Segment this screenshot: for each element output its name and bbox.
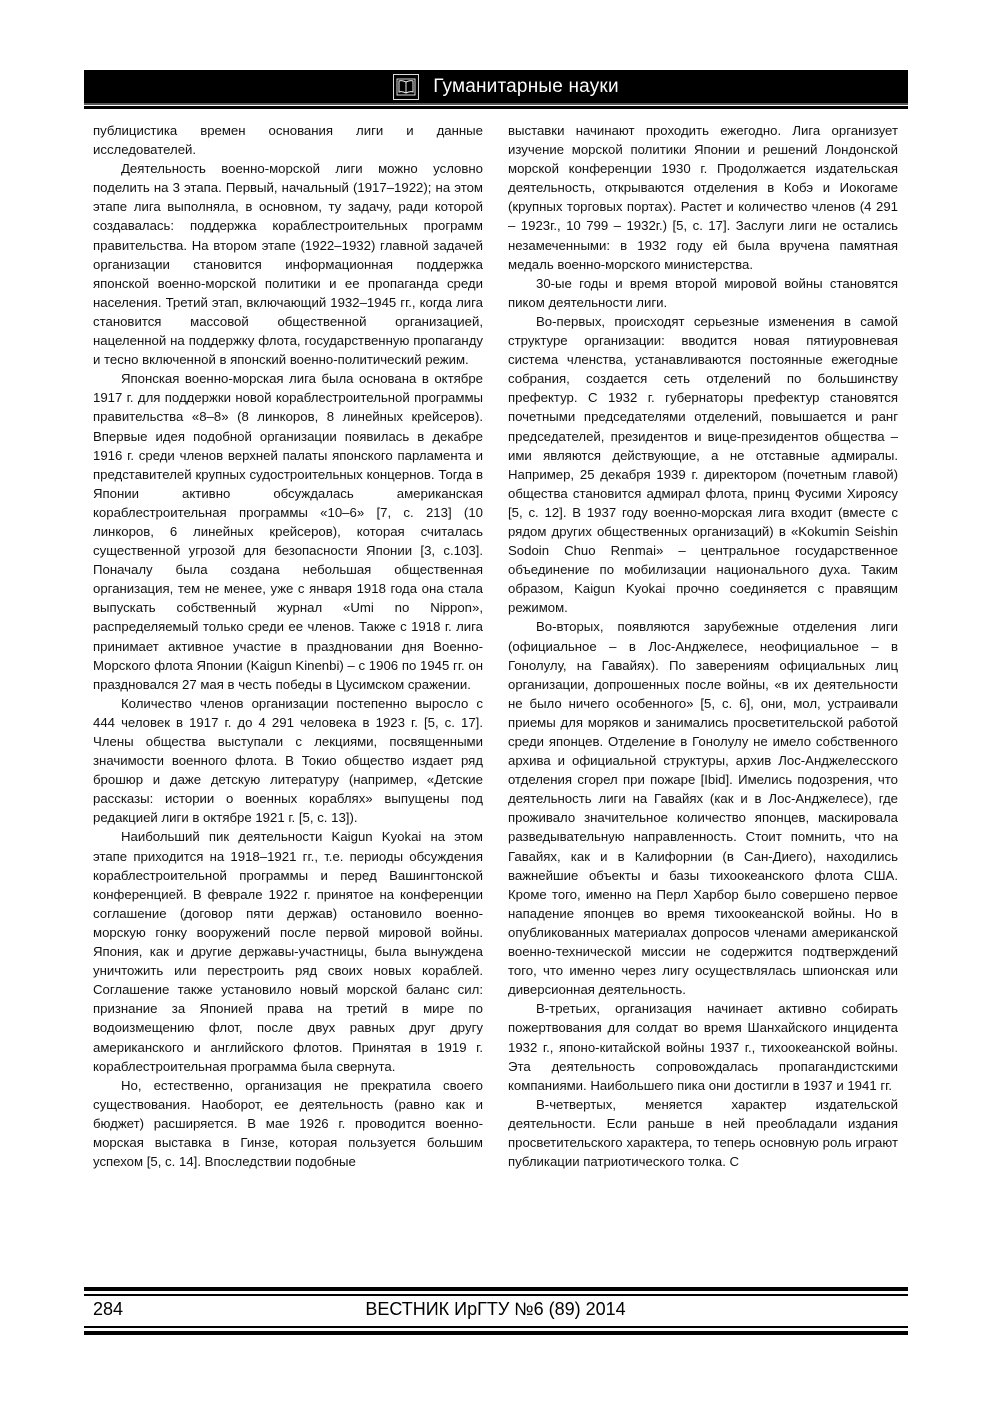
paragraph: Но, естественно, организация не прекратила своего существования. Наоборот, ее деятельность (равно как и бюджет) расширяется. В мае 1926 г. проводится военно-морская выставка в Гинзе, которая пользуется большим успехом [5, с. 14]. Впоследствии подобные (93, 1077, 483, 1170)
paragraph: Во-первых, происходят серьезные изменения в самой структуре организации: вводится новая пятиуровневая система членства, устанавливаются постоянные ежегодные собрания, создается сеть отделений по большинству префектур. С 1932 г. губернаторы префектур становятся почетными председателями отделений, повышается и ранг председателей, президентов и вице-президентов общества – ими являются действующие, а не отставные адмиралы. Например, 25 декабря 1939 г. директором (почетным главой) общества становится адмирал флота, принц Фусими Хироясу [5, с. 12]. В 1937 году военно-морская лига входит (вместе с рядом других общественных организаций) в «Kokumin Seishin Sodoin Chuo Renmai» – центральное государственное объединение по мобилизации национального духа. Таким образом, Kaigun Kyokai прочно соединяется с правящим режимом. (508, 313, 898, 616)
footer-rule-thick-top (84, 1287, 908, 1291)
left-column (93, 121, 483, 1171)
book-icon (393, 74, 419, 100)
paragraph: Японская военно-морская лига была основана в октябре 1917 г. для поддержки новой кораблестроительной программы правительства «8–8» (8 линкоров, 8 линейных крейсеров). Впервые идея подобной организации появилась в декабре 1916 г. среди членов верхней палаты японского парламента и представителей крупных судостроительных концернов. Тогда в Японии активно обсуждалась американская кораблестроительная программы «10–6» [7, с. 213] (10 линкоров, 6 линейных крейсеров), которая считалась существенной угрозой для безопасности Японии [3, с.103]. Поначалу была создана небольшая общественная организация, тем не менее, уже с января 1918 года она стала выпускать собственный журнал «Umi no Nippon», распределяемый только среди ее членов. Также с 1918 г. лига принимает активное участие в праздновании дня Военно-Морского флота Японии (Kaigun Kinenbi) – с 1906 по 1945 гг. он праздновался 27 мая в честь победы в Цусимском сражении. (93, 371, 483, 692)
page-number: 284 (93, 1299, 124, 1319)
right-column (508, 121, 898, 1171)
footer-rule-thick-bottom (84, 1331, 908, 1335)
paragraph: выставки начинают проходить ежегодно. Лига организует изучение морской политики Японии и решений Лондонской морской конференции 1930 г. Продолжается издательская деятельность, открываются отделения в Кобэ и Иокогаме (крупных торговых портах). Растет и количество членов (4 291 – 1923г., 10 799 – 1932г.) [5, с. 17]. Заслуги лиги не остались незамеченными: в 1932 году ей была вручена памятная медаль военно-морского министерства. (508, 123, 898, 272)
paragraph: В-четвертых, меняется характер издательской деятельности. Если раньше в ней преобладали издания просветительского характера, то теперь основную роль играют публикации патриотического толка. С (508, 1096, 898, 1170)
paragraph: Количество членов организации постепенно выросло с 444 человек в 1917 г. до 4 291 человека в 1923 г. [5, с. 17]. Члены общества выступали с лекциями, посвященными значимости военного флота. В Токио общество издает ряд брошюр и даже детскую литературу (например, «Детские рассказы: истории о военных кораблях» выпущены под редакцией лиги в октябре 1921 г. [5, с. 13]). (93, 695, 483, 826)
page-footer (93, 1299, 898, 1323)
section-title: Гуманитарные науки (433, 75, 619, 97)
paragraph: Деятельность военно-морской лиги можно условно поделить на 3 этапа. Первый, начальный (1917–1922); на этом этапе лига выполняла, в основном, ту задачу, ради которой создавалась: поддержка кораблестроительных программ правительства. На втором этапе (1922–1932) главной задачей организации становится информационная поддержка японской военно-морской политики и ее пропаганда среди населения. Третий этап, включающий 1932–1945 гг., когда лига становится массовой общественной организацией, нацеленной на поддержку флота, государственную пропаганду и тесно включенной в японский военно-политический режим. (93, 161, 483, 368)
article-body (93, 121, 898, 1171)
footer-rule-thin-top (84, 1294, 908, 1296)
header-rule (84, 106, 908, 109)
footer-rule-thin-bottom (84, 1326, 908, 1328)
paragraph: публицистика времен основания лиги и данные исследователей. (93, 123, 483, 158)
section-header (393, 74, 619, 100)
paragraph: В-третьих, организация начинает активно собирать пожертвования для солдат во время Шанхайского инцидента 1932 г., японо-китайской войны 1937 г., тихоокеанской войны. Эта деятельность сопровождалась пропагандистскими компаниями. Наибольшего пика они достигли в 1937 и 1941 гг. (508, 1001, 898, 1093)
section-header-bar (84, 70, 908, 105)
paragraph: Во-вторых, появляются зарубежные отделения лиги (официальное – в Лос-Анджелесе, неофициальное – в Гонолулу, на Гавайях). По заверениям официальных лиц организации, допрошенных после войны, «в их деятельности не было ничего особенного» [5, с. 6], они, мол, устраивали приемы для моряков и занимались просветительской работой среди японцев. Отделение в Гонолулу не имело собственного архива и официальной структуры, архив Лос-Анджелесского отделения сгорел при пожаре [Ibid]. Имелись подозрения, что деятельность лиги на Гавайях (как и в Лос-Анджелесе), где проживало значительное количество японцев, маскировала разведывательную направленность. Стоит помнить, что на Гавайях, как и в Калифорнии (в Сан-Диего), находились важнейшие объекты и базы тихоокеанского флота США. Кроме того, именно на Перл Харбор было совершено первое нападение японцев во время тихоокеанской войны. Но в опубликованных материалах допросов членами американской военно-технической миссии не содержится подтверждений того, что именно через лигу осуществлялась шпионская или диверсионная деятельность. (508, 619, 898, 998)
paragraph: Наибольший пик деятельности Kaigun Kyokai на этом этапе приходится на 1918–1921 гг., т.е. периоды обсуждения кораблестроительной программы и перед Вашингтонской конференцией. В феврале 1922 г. принятое на конференции соглашение (договор пяти держав) остановило военно-морскую гонку вооружений после первой мировой войны. Япония, как и другие державы-участницы, была вынуждена уничтожить или перестроить ряд своих новых кораблей. Соглашение также установило новый морской баланс сил: признание за Японией права на третий в мире по водоизмещению флот, после двух равных друг другу американского и английского флотов. Принятая в 1919 г. кораблестроительная программа была свернута. (93, 829, 483, 1074)
journal-title: ВЕСТНИК ИрГТУ №6 (89) 2014 (365, 1299, 626, 1319)
paragraph: 30-ые годы и время второй мировой войны становятся пиком деятельности лиги. (508, 275, 898, 310)
